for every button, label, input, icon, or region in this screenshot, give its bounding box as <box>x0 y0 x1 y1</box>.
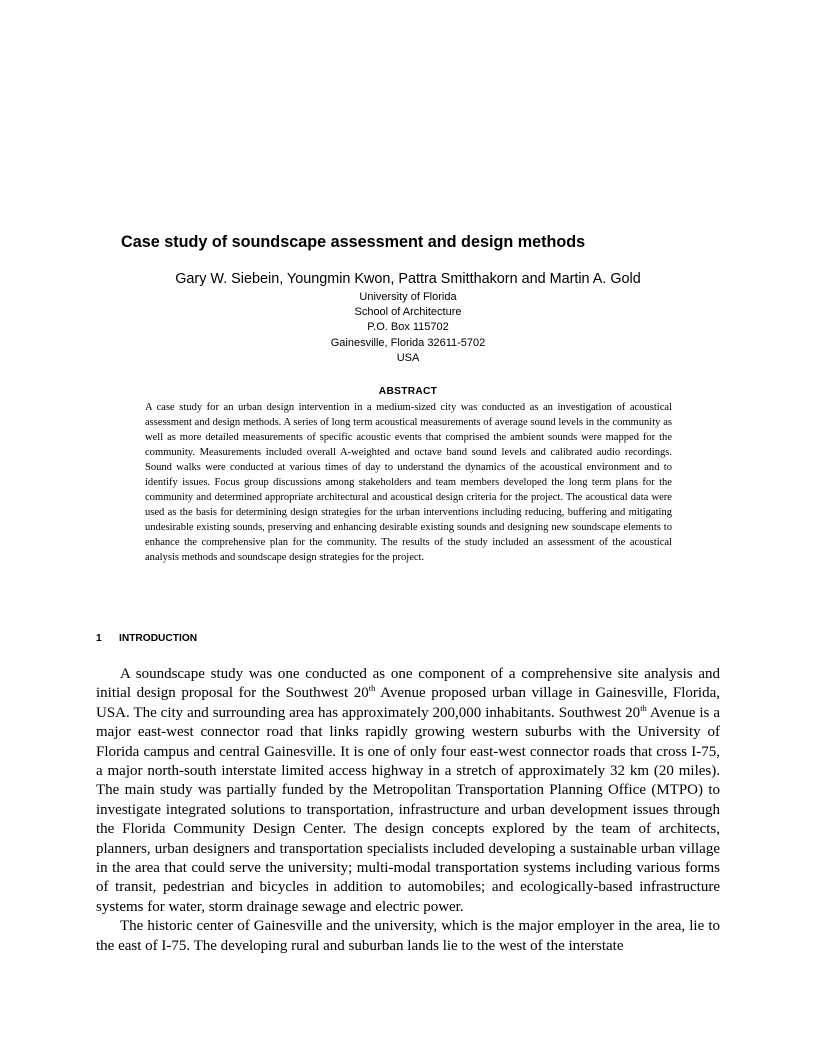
affiliation-po-box: P.O. Box 115702 <box>367 321 449 334</box>
paragraph-2: The historic center of Gainesville and the university, which is the major employer in the area, lie to the east of I-75. The developing rural and suburban lands lie to the west of the interstate <box>96 918 720 954</box>
section-number: 1 <box>96 633 102 644</box>
affiliation-block <box>0 290 816 366</box>
abstract-heading: ABSTRACT <box>378 386 438 397</box>
paper-title: Case study of soundscape assessment and design methods <box>121 233 586 251</box>
author-list: Gary W. Siebein, Youngmin Kwon, Pattra Smitthakorn and Martin A. Gold <box>175 271 641 287</box>
paragraph-1-part-a: A soundscape study was one conducted as one component of a comprehensive site analysis and initial design proposal for the Southwest 20 <box>96 666 720 702</box>
paragraph-1 <box>96 665 720 917</box>
affiliation-university: University of Florida <box>359 291 457 303</box>
affiliation-city: Gainesville, Florida 32611-5702 <box>330 336 486 349</box>
superscript-th: th <box>368 683 376 694</box>
section-heading <box>96 632 197 645</box>
paragraph-1-part-b: Avenue proposed urban village in Gainesville, Florida, USA. The city and surrounding area has approximately 200,000 inhabitants. Southwest 20 <box>96 685 720 721</box>
superscript-th: th <box>640 702 647 713</box>
paragraph-1-part-c: Avenue is a major east-west connector road that links rapidly growing western suburbs with the University of Florida campus and central Gainesville. It is one of only four east-west connector roads that cross I-75, a major north-south interstate limited access highway in a stretch of approximately 32 km (20 miles). The main study was partially funded by the Metropolitan Transportation Planning Office (MTPO) to investigate integrated solutions to transportation, infrastructure and urban development issues through the Florida Community Design Center. The design concepts explored by the team of architects, planners, urban designers and transportation specialists included developing a sustainable urban village in the area that could serve the university; multi-modal transportation systems including various forms of transit, pedestrian and bicycles in addition to automobiles; and ecologically-based infrastructure systems for water, storm drainage sewage and electric power. <box>96 704 720 915</box>
affiliation-country: USA <box>396 351 420 364</box>
section-title: INTRODUCTION <box>119 633 198 644</box>
body-text <box>96 665 720 956</box>
affiliation-school: School of Architecture <box>354 306 462 319</box>
abstract-text: A case study for an urban design intervention in a medium-sized city was conducted as an investigation of acoustical assessment and design methods. A series of long term acoustical measurements of average sound levels in the community as well as more detailed measurements of specific acoustic events that comprised the ambient sounds were mapped for the community. Measurements included overall A-weighted and octave band sound levels and calibrated audio recordings. Sound walks were conducted at various times of day to understand the dynamics of the acoustical environment and to identify issues. Focus group discussions among stakeholders and team members developed the long term plans for the community and determined appropriate architectural and acoustical design criteria for the project. The acoustical data were used as the basis for determining design strategies for the urban interventions including reducing, buffering and mitigating undesirable existing sounds, preserving and enhancing desirable existing sounds and designing new soundscape elements to enhance the comprehensive plan for the community. The results of the study included an assessment of the acoustical analysis methods and soundscape design strategies for the project. <box>145 402 672 564</box>
